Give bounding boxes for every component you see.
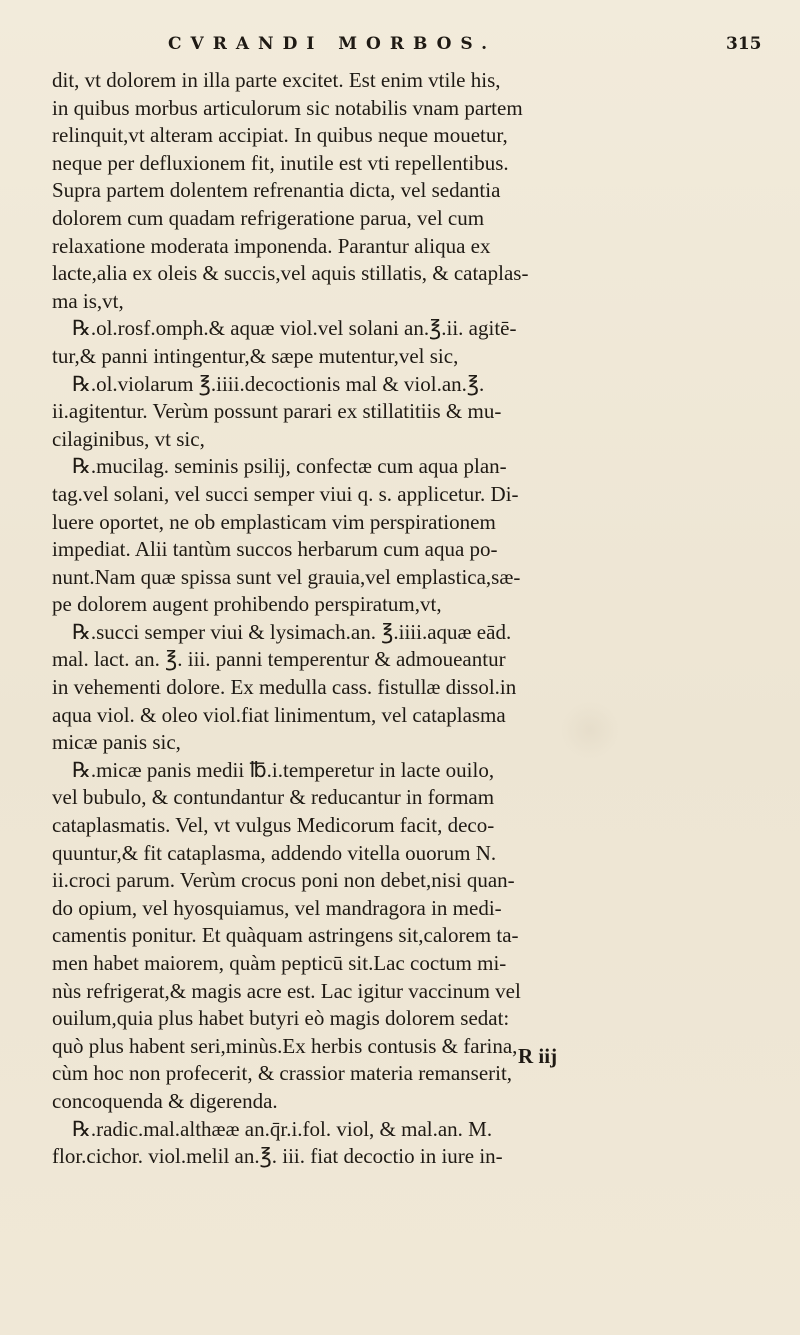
text-line: dit, vt dolorem in illa parte excitet. Est enim vtile his, [52, 68, 501, 92]
text-line: cùm hoc non profecerit, & crassior materia remanserit, [52, 1061, 513, 1086]
running-title: CVRANDI MORBOS. [168, 34, 497, 54]
text-line: pe dolorem augent prohibendo perspiratum,vt, [52, 592, 442, 617]
text-line: flor.cichor. viol.melil an.℥. iii. fiat decoctio in iure in- [52, 1144, 503, 1169]
text-line: lacte,alia ex oleis & succis,vel aquis stillatis, & cataplas- [52, 261, 529, 286]
text-line: nùs refrigerat,& magis acre est. Lac igitur vaccinum vel [52, 978, 521, 1003]
text-line: dolorem cum quadam refrigeratione parua, vel cum [52, 205, 485, 230]
running-head [0, 34, 800, 62]
text-line: aqua viol. & oleo viol.fiat linimentum, vel cataplasma [52, 702, 506, 727]
gathering-signature: R iij [518, 1044, 558, 1068]
text-line: mal. lact. an. ℥. iii. panni temperentur & admoueantur [52, 647, 506, 672]
text-line: vel bubulo, & contundantur & reducantur in formam [52, 785, 495, 810]
text-line: do opium, vel hyosquiamus, vel mandragora in medi- [52, 895, 502, 920]
text-line: concoquenda & digerenda. [52, 1088, 278, 1113]
recipe-line: ℞.radic.mal.althææ an.q̄r.i.fol. viol, & mal.an. M. [72, 1116, 493, 1141]
body-text [52, 67, 774, 1171]
recipe-line: ℞.ol.violarum ℥.iiii.decoctionis mal & viol.an.℥. [72, 371, 485, 396]
page-number: 315 [726, 34, 762, 54]
recipe-line: ℞.ol.rosf.omph.& aquæ viol.vel solani an.℥.ii. agitē- [72, 316, 517, 341]
text-line: tag.vel solani, vel succi semper viui q. s. applicetur. Di- [52, 481, 519, 506]
text-line: relaxatione moderata imponenda. Parantur aliqua ex [52, 233, 491, 258]
text-line: tur,& panni intingentur,& sæpe mutentur,vel sic, [52, 343, 459, 368]
recipe-line: ℞.mucilag. seminis psilij, confectæ cum aqua plan- [72, 454, 507, 479]
text-line: neque per defluxionem fit, inutile est vti repellentibus. [52, 150, 509, 175]
text-line: in quibus morbus articulorum sic notabilis vnam partem [52, 95, 523, 120]
text-line: relinquit,vt alteram accipiat. In quibus neque mouetur, [52, 123, 508, 148]
text-line: luere oportet, ne ob emplasticam vim perspirationem [52, 509, 496, 534]
text-line: ouilum,quia plus habet butyri eò magis dolorem sedat: [52, 1006, 510, 1031]
text-line: impediat. Alii tantùm succos herbarum cum aqua po- [52, 537, 498, 562]
text-line: ii.croci parum. Verùm crocus poni non debet,nisi quan- [52, 868, 515, 893]
text-line: Supra partem dolentem refrenantia dicta, vel sedantia [52, 178, 501, 203]
text-line: nunt.Nam quæ spissa sunt vel grauia,vel emplastica,sæ- [52, 564, 521, 589]
text-line: ma is,vt, [52, 288, 124, 313]
text-line: camentis ponitur. Et quàquam astringens sit,calorem ta- [52, 923, 519, 948]
text-line: cilaginibus, vt sic, [52, 426, 205, 451]
paper-stain [560, 700, 620, 760]
text-line: cataplasmatis. Vel, vt vulgus Medicorum facit, deco- [52, 813, 495, 838]
text-line: micæ panis sic, [52, 730, 181, 755]
recipe-line: ℞.succi semper viui & lysimach.an. ℥.iiii.aquæ eād. [72, 619, 512, 644]
text-line: ii.agitentur. Verùm possunt parari ex stillatitiis & mu- [52, 399, 502, 424]
text-line: quò plus habent seri,minùs.Ex herbis contusis & farina, [52, 1033, 518, 1058]
text-line: in vehementi dolore. Ex medulla cass. fistullæ dissol.in [52, 675, 517, 700]
recipe-line: ℞.micæ panis medii ℔.i.temperetur in lacte ouilo, [72, 757, 495, 782]
signature-row [0, 1044, 800, 1074]
text-line: quuntur,& fit cataplasma, addendo vitella ouorum N. [52, 840, 497, 865]
text-line: men habet maiorem, quàm pepticū sit.Lac coctum mi- [52, 951, 507, 975]
